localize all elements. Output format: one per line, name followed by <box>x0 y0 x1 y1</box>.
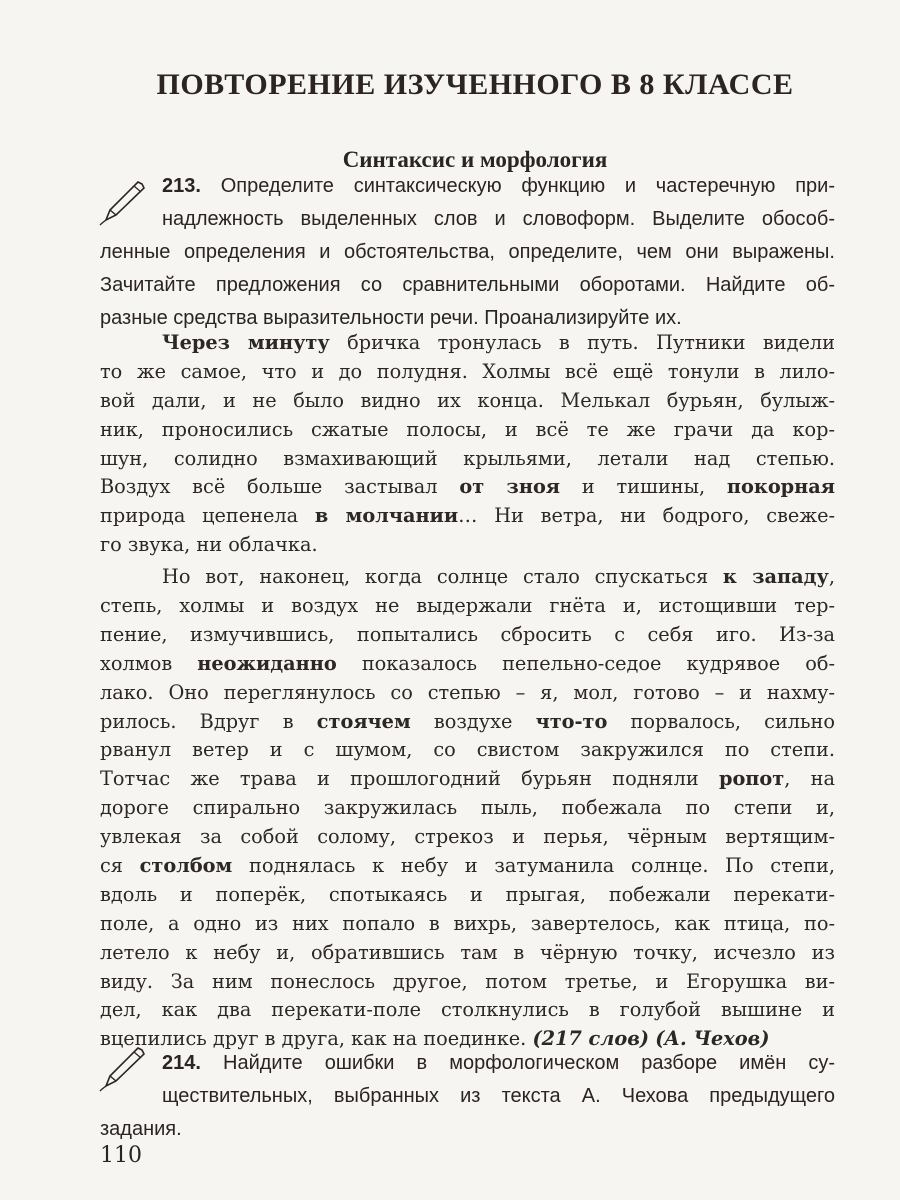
exercise-line <box>100 236 835 269</box>
text-line <box>100 592 835 621</box>
exercise-line <box>100 1113 835 1146</box>
highlighted-word: стоячем <box>316 709 411 733</box>
text-segment: Но вот, наконец, когда солнце стало спускаться <box>162 565 723 589</box>
text-line <box>100 621 835 650</box>
section-subtitle: Синтаксис и морфология <box>342 147 608 172</box>
highlighted-word: (217 слов) <box>532 1027 650 1051</box>
exercise-text: надлежность выделенных слов и словоформ. Выделите обособ- <box>162 208 835 230</box>
text-line <box>100 910 835 939</box>
text-line <box>100 794 835 823</box>
text-segment: порвалось, сильно <box>607 709 835 733</box>
text-line <box>100 881 835 910</box>
exercise-text: Зачитайте предложения со сравнительными оборотами. Найдите об- <box>100 274 835 296</box>
highlighted-word: от зноя <box>459 475 561 499</box>
exercise-213 <box>100 170 835 335</box>
text-line <box>100 765 835 794</box>
exercise-text: Определите синтаксическую функцию и частеречную при- <box>200 175 835 197</box>
text-line <box>100 445 835 474</box>
text-segment: степь, холмы и воздух не выдержали гнёта и, истощивши тер- <box>100 594 835 618</box>
text-line <box>100 358 835 387</box>
text-segment: увлекая за собой солому, стрекоз и перья, чёрным вертящим- <box>100 825 835 849</box>
text-line <box>100 939 835 968</box>
text-segment: бричка тронулась в путь. Путники видели <box>329 331 835 354</box>
text-segment: дороге спирально закружилась пыль, побежала по степи и, <box>100 796 835 820</box>
text-segment: , <box>828 565 835 589</box>
text-segment: ник, проносились сжатые полосы, и всё те же грачи да кор- <box>100 417 835 441</box>
exercise-text: ществительных, выбранных из текста А. Чехова предыдущего <box>162 1085 835 1107</box>
exercise-text: Найдите ошибки в морфологическом разборе имён су- <box>200 1052 835 1074</box>
text-line <box>100 852 835 881</box>
paragraph <box>100 329 835 560</box>
highlighted-word: столбом <box>139 854 233 878</box>
exercise-line <box>100 269 835 302</box>
text-line <box>100 968 835 997</box>
text-segment: летело к небу и, обратившись там в чёрную точку, исчезло из <box>100 940 835 964</box>
exercise-number: 214. <box>162 1052 201 1074</box>
text-segment: природа цепенела <box>100 504 315 528</box>
text-segment: шун, солидно взмахивающий крыльями, летали над степью. <box>100 446 835 470</box>
text-line <box>100 502 835 531</box>
exercise-number: 213. <box>162 175 201 197</box>
text-segment: и тишины, <box>560 475 727 499</box>
highlighted-word: покорная <box>726 475 836 499</box>
text-line <box>100 563 835 592</box>
text-segment: ся <box>100 854 140 878</box>
text-segment: … Ни ветра, ни бодрого, свеже- <box>458 504 835 528</box>
text-segment: холмов <box>100 651 198 675</box>
paragraph <box>100 563 835 1054</box>
text-line <box>100 329 835 358</box>
highlighted-word: Через минуту <box>162 331 330 354</box>
text-segment: поднялась к небу и затуманила солнце. По степи, <box>232 854 835 878</box>
highlighted-word: в молчании <box>314 504 459 528</box>
text-line <box>100 708 835 737</box>
text-segment: Воздух всё больше застывал <box>100 475 460 499</box>
text-segment: поле, а одно из них попало в вихрь, завертелось, как птица, по- <box>100 911 835 935</box>
text-line <box>100 650 835 679</box>
text-segment: , на <box>784 767 835 791</box>
text-segment: виду. За ним понеслось другое, потом третье, и Егорушка ви- <box>100 969 835 993</box>
page-number: 110 <box>100 1143 142 1168</box>
text-line <box>100 823 835 852</box>
text-segment: вдоль и поперёк, спотыкаясь и прыгая, побежали перекати- <box>100 882 835 906</box>
exercise-text: задания. <box>100 1118 182 1140</box>
text-segment: лако. Оно переглянулось со степью – я, мол, готово – и нахму- <box>100 680 835 704</box>
page-title: ПОВТОРЕНИЕ ИЗУЧЕННОГО В 8 КЛАССЕ <box>156 68 794 101</box>
text-segment: вцепились друг в друга, как на поединке. <box>100 1027 533 1051</box>
chekhov-text <box>100 329 835 1054</box>
highlighted-word: ропот <box>718 767 785 791</box>
exercise-line <box>100 170 835 203</box>
text-segment: рилось. Вдруг в <box>100 709 317 733</box>
text-segment: дел, как два перекати-поле столкнулись в голубой вышине и <box>100 998 835 1022</box>
highlighted-word: к западу <box>722 565 829 589</box>
text-segment: пение, измучившись, попытались сбросить с себя иго. Из-за <box>100 622 835 646</box>
highlighted-word: (А. Чехов) <box>655 1027 770 1051</box>
text-line <box>100 996 835 1025</box>
text-segment: то же самое, что и до полудня. Холмы всё ещё тонули в лило- <box>100 359 835 383</box>
highlighted-word: что-то <box>535 709 608 733</box>
text-line <box>100 473 835 502</box>
text-line <box>100 736 835 765</box>
text-segment: показалось пепельно-седое кудрявое об- <box>336 651 835 675</box>
text-line <box>100 416 835 445</box>
text-segment: Тотчас же трава и прошлогодний бурьян подняли <box>100 767 719 791</box>
text-segment: го звука, ни облачка. <box>100 533 318 557</box>
exercise-text: разные средства выразительности речи. Проанализируйте их. <box>100 307 682 329</box>
exercise-line <box>100 1080 835 1113</box>
text-segment: вой дали, и не было видно их конца. Мелькал бурьян, булыж- <box>100 388 835 412</box>
text-line <box>100 679 835 708</box>
exercise-line <box>100 1047 835 1080</box>
exercise-text: ленные определения и обстоятельства, определите, чем они выражены. <box>100 241 835 263</box>
text-segment: воздухе <box>410 709 536 733</box>
highlighted-word: неожиданно <box>197 651 337 675</box>
exercise-214 <box>100 1047 835 1146</box>
text-line <box>100 531 835 560</box>
text-line <box>100 387 835 416</box>
exercise-line <box>100 203 835 236</box>
text-segment: рванул ветер и с шумом, со свистом закружился по степи. <box>100 738 835 762</box>
